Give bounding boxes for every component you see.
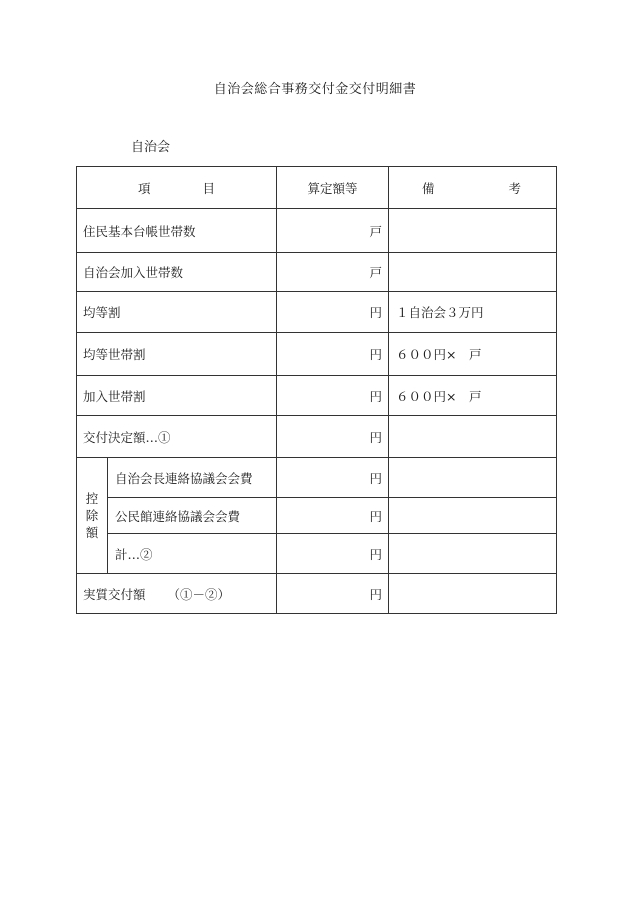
final-label <box>77 574 277 614</box>
deduction-char: 除 <box>85 508 99 523</box>
row-note: ６００円× 戸 <box>389 333 557 376</box>
header-item-char-2: 目 <box>202 180 216 196</box>
deduction-char: 額 <box>85 525 99 540</box>
row-label: 均等世帯割 <box>77 333 277 376</box>
row-label: 加入世帯割 <box>77 376 277 416</box>
deduction-unit: 円 <box>277 458 389 498</box>
table-header-row <box>77 167 557 209</box>
row-label: 交付決定額…① <box>77 416 277 458</box>
table-row <box>77 333 557 376</box>
final-label-formula: （①－②） <box>167 586 231 602</box>
table-row <box>77 253 557 292</box>
row-unit: 円 <box>277 376 389 416</box>
document-title: 自治会総合事務交付金交付明細書 <box>213 82 417 97</box>
row-label: 均等割 <box>77 292 277 333</box>
table-row <box>77 209 557 253</box>
row-unit: 円 <box>277 416 389 458</box>
row-note: ６００円× 戸 <box>389 376 557 416</box>
deduction-group-label <box>77 458 108 574</box>
row-note <box>389 209 557 253</box>
row-unit: 戸 <box>277 253 389 292</box>
row-note: １自治会３万円 <box>389 292 557 333</box>
row-label: 住民基本台帳世帯数 <box>77 209 277 253</box>
row-label: 自治会加入世帯数 <box>77 253 277 292</box>
row-note <box>389 253 557 292</box>
organization-label: 自治会 <box>131 140 171 155</box>
header-item-char-1: 項 <box>137 180 151 196</box>
deduction-unit: 円 <box>277 534 389 574</box>
header-note-char-1: 備 <box>422 180 435 196</box>
deduction-note <box>389 534 557 574</box>
deduction-label: 公民館連絡協議会会費 <box>108 498 277 534</box>
header-note <box>389 167 557 209</box>
row-note <box>389 416 557 458</box>
header-calc: 算定額等 <box>277 167 389 209</box>
row-unit: 円 <box>277 333 389 376</box>
deduction-row <box>77 498 557 534</box>
deduction-row <box>77 458 557 498</box>
final-label-main: 実質交付額 <box>83 586 146 602</box>
deduction-label: 自治会長連絡協議会会費 <box>108 458 277 498</box>
header-note-char-2: 考 <box>508 180 521 196</box>
deduction-note <box>389 498 557 534</box>
header-item <box>77 167 277 209</box>
table-row <box>77 376 557 416</box>
row-unit: 円 <box>277 292 389 333</box>
final-row <box>77 574 557 614</box>
deduction-char: 控 <box>85 491 99 506</box>
deduction-label: 計…② <box>108 534 277 574</box>
deduction-unit: 円 <box>277 498 389 534</box>
final-unit: 円 <box>277 574 389 614</box>
table-row <box>77 292 557 333</box>
deduction-note <box>389 458 557 498</box>
deduction-row <box>77 534 557 574</box>
detail-table <box>76 166 557 614</box>
row-unit: 戸 <box>277 209 389 253</box>
table-row <box>77 416 557 458</box>
final-note <box>389 574 557 614</box>
